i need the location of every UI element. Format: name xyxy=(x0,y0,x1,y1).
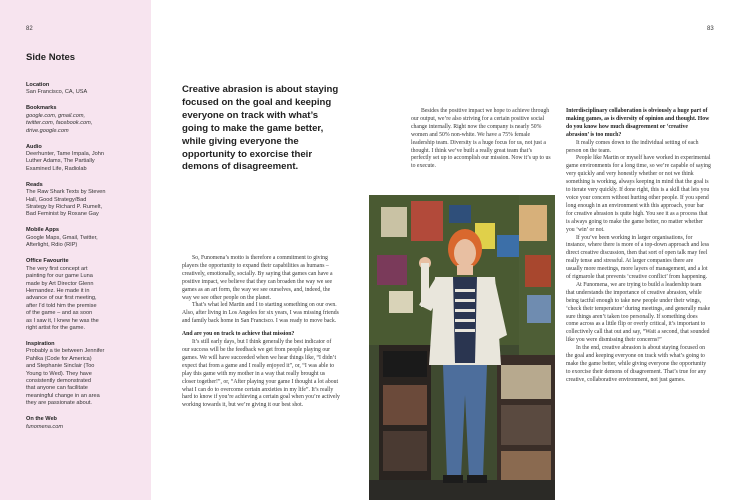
web-heading: On the Web xyxy=(26,416,57,423)
audio-line: Luther Adams, The Partially xyxy=(26,158,95,165)
body-paragraph: It really comes down to the individual setting of each person on the team. xyxy=(566,139,699,154)
interview-question: Interdisciplinary collaboration is obviously a huge part of making games, as is diversity of opinion and thought. How do you know how much disagreement or ‘creative abrasion’ is too much? xyxy=(566,108,710,138)
body-paragraph: In the end, creative abrasion is about staying focused on the goal and keeping everyone on track with what’s going to make the game better, while giving everyone the opportunity to exorcise their demons of disagreement. That’s true for any creative, collaborative environment, not just games. xyxy=(566,345,707,383)
body-paragraph: So, Funomena’s motto is therefore a commitment to giving players the opportunity to expand their capabilities as humans – creatively, emotionally, socially. By saying that games can have a positive impact, we believe that they can broaden the way we see games as an art form, the way we see ourselves, and, indeed, the way we see other people on the planet. xyxy=(182,255,333,301)
mobile-apps-heading: Mobile Apps xyxy=(26,227,60,234)
office-favourite-line: Hernandez. He made it in xyxy=(26,287,90,294)
page-number-left: 82 xyxy=(26,26,33,32)
audio-line: Deerhunter, Tame Impala, John xyxy=(26,151,104,158)
mobile-apps-section xyxy=(26,227,144,249)
bookmarks-section xyxy=(26,105,144,135)
office-favourite-line: made by Art Director Glenn xyxy=(26,280,94,287)
body-column-2 xyxy=(411,108,552,171)
inspiration-line: Young to Wed). They have xyxy=(26,370,92,377)
reads-section xyxy=(26,182,144,219)
office-favourite-line: advance of our first meeting, xyxy=(26,295,97,302)
inspiration-line: they are passionate about. xyxy=(26,400,92,407)
office-favourite-line: of the game – and as soon xyxy=(26,310,93,317)
side-notes-title: Side Notes xyxy=(26,52,76,63)
office-favourite-line: The very first concept art xyxy=(26,265,88,272)
pull-quote: Creative abrasion is about staying focused on the goal and keeping everyone on track with what’s going to make the game better, while giving everyone the opportunity to exorcise their demons of disagreement. xyxy=(182,84,339,173)
location-text: San Francisco, CA, USA xyxy=(26,89,88,96)
location-heading: Location xyxy=(26,82,50,88)
audio-line: Examined Life, Radiolab xyxy=(26,165,87,172)
inspiration-section xyxy=(26,341,144,408)
mobile-apps-line: Afterlight, Rdio (RIP) xyxy=(26,242,78,249)
web-section xyxy=(26,416,144,431)
page-number-right: 83 xyxy=(707,26,714,32)
body-paragraph: At Funomena, we are trying to build a leadership team that understands the importance of creative abrasion, while being tactful enough to take new people under their wings, ‘check their temperature’ during meetings, and generally make sure things aren’t taken too personally. If something does come across as a little flip or overly critical, it’s important to collectively call that out and say, “Wait a second, that sounded like you were dismissing their concerns!” xyxy=(566,281,711,344)
bookmarks-heading: Bookmarks xyxy=(26,105,57,112)
bookmarks-line: drive.google.com xyxy=(26,127,69,134)
reads-line: The Raw Shark Texts by Steven xyxy=(26,189,106,196)
inspiration-line: consistently demonstrated xyxy=(26,377,91,384)
office-favourite-line: painting for our game Luna xyxy=(26,273,93,280)
office-favourite-line: right artist for the game. xyxy=(26,324,86,331)
inspiration-heading: Inspiration xyxy=(26,340,55,347)
audio-heading: Audio xyxy=(26,143,42,150)
inspiration-line: Probably a tie between Jennifer xyxy=(26,348,105,355)
office-favourite-line: as I saw it, I knew he was the xyxy=(26,317,99,324)
bookmarks-line: google.com, gmail.com, xyxy=(26,112,86,119)
bookmarks-line: twitter.com, facebook.com, xyxy=(26,120,93,127)
inspiration-line: and Stephanie Sinclair (Too xyxy=(26,363,95,370)
location-section xyxy=(26,82,144,97)
interview-question: And are you on track to achieve that mission? xyxy=(182,331,295,338)
body-paragraph: That’s what led Martin and I to starting something on our own. Also, after living in Los Angeles for six years, I was missing friends and family back home in San Francisco. I was ready to move back. xyxy=(182,302,339,325)
reads-line: Strategy by Richard P. Rumelt, xyxy=(26,204,103,211)
office-favourite-heading: Office Favourite xyxy=(26,258,69,265)
office-favourite-line: after I’d told him the premise xyxy=(26,302,97,309)
inspiration-line: that anyone can facilitate xyxy=(26,385,88,392)
inspiration-line: meaningful change in an area xyxy=(26,392,100,399)
inspiration-line: Pahlka (Code for America) xyxy=(26,355,92,362)
office-favourite-section xyxy=(26,258,144,332)
reads-heading: Reads xyxy=(26,181,43,188)
portrait-photo xyxy=(369,195,555,500)
body-column-1 xyxy=(182,255,340,410)
body-paragraph: It’s still early days, but I think generally the best indicator of our success will be the feedback we get from people playing our games. We will have succeeded when we hear things like, “I didn’t expect that from a game and I really enjoyed it”, or, “I was able to play this game with my mother in a way that really brought us closer together!”, or, “After playing your game I thought a lot about what I can do to overcome certain anxieties in my life”. It’s really hard to know if you’re achieving a certain goal when you’re actively working towards it, but we’re giving it our best shot. xyxy=(182,339,340,409)
body-paragraph: If you’ve been working in larger organisations, for instance, where there is more of a top-down approach and less direct creative discussion, then that sort of open talk may feel really tense and stressful. At larger companies there are usually more meetings, more layers of management, and a lot of rigmarole that prevents ‘creative conflict’ from happening. xyxy=(566,234,710,281)
mobile-apps-line: Google Maps, Gmail, Twitter, xyxy=(26,234,98,241)
side-notes-list xyxy=(26,82,144,440)
reads-line: Hall, Good Strategy/Bad xyxy=(26,196,87,203)
audio-section xyxy=(26,144,144,174)
body-paragraph: Besides the positive impact we hope to achieve through our output, we’re also striving for a certain positive social change internally. Right now the company is nearly 50% women and 50% non-white. We have a 75% female leadership team. Diversity is a huge focus for us, not just a thought. I think we’ve built a really great team that’s perfectly set up to accomplish our mission. Now it’s up to us to execute. xyxy=(411,108,551,170)
body-paragraph: People like Martin or myself have worked in experimental game environments for a long time, so we’re capable of saying very quickly and very honestly whether or not we think something is working, always keeping in mind that the goal is to iterate very quickly. If done right, this is a skill that lets you voice your concern without hurting other people. If you spend long enough in an environment with this approach, your bar for creative abrasion is quite high. You see it as a process that is always going to make the game better, no matter whether you ‘win’ or not. xyxy=(566,155,711,233)
reads-line: Bad Feminist by Roxane Gay xyxy=(26,211,99,218)
web-link[interactable]: funomena.com xyxy=(26,423,64,430)
body-column-3 xyxy=(566,108,711,385)
